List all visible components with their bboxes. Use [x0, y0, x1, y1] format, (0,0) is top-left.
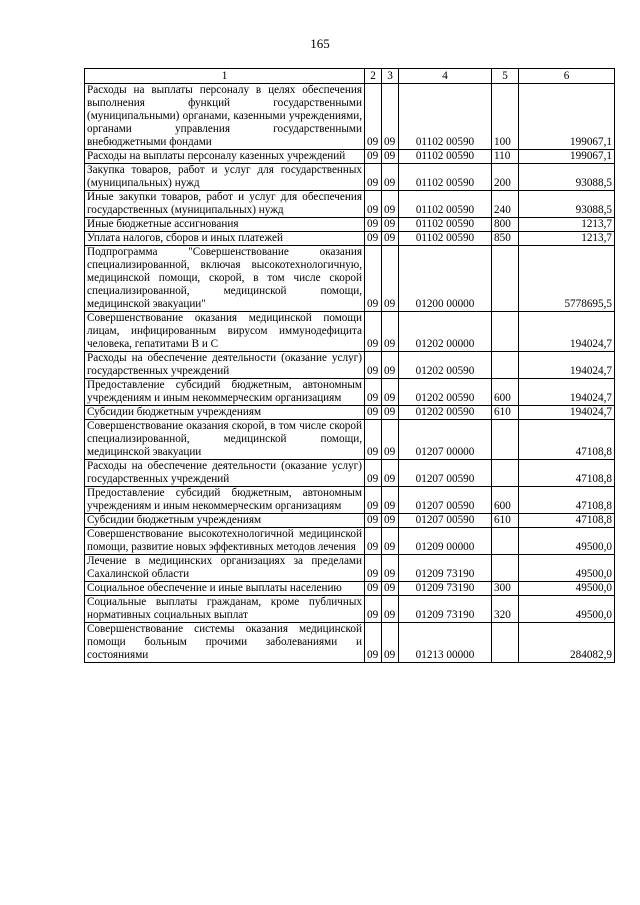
- column-header: 3: [382, 69, 399, 84]
- row-expense-type-cell: 600: [492, 487, 519, 514]
- row-section-cell: 09: [365, 84, 382, 150]
- row-section-cell: 09: [365, 150, 382, 164]
- table-row: [85, 164, 615, 191]
- row-section-cell: 09: [365, 487, 382, 514]
- table-row: [85, 514, 615, 528]
- row-amount-cell: 199067,1: [519, 150, 615, 164]
- row-expense-type-cell: 100: [492, 84, 519, 150]
- row-expense-type-cell: [492, 312, 519, 352]
- table-header-row: [85, 69, 615, 84]
- column-header: 5: [492, 69, 519, 84]
- row-amount-cell: 1213,7: [519, 218, 615, 232]
- row-name-cell: Совершенствование оказания скорой, в том числе скорой специализированной, медицинской помощи, медицинской эвакуации: [85, 420, 365, 460]
- table-row: [85, 582, 615, 596]
- row-subsection-cell: 09: [382, 420, 399, 460]
- row-target-article-cell: 01102 00590: [399, 191, 492, 218]
- column-header: 2: [365, 69, 382, 84]
- row-name-cell: Социальное обеспечение и иные выплаты населению: [85, 582, 365, 596]
- row-amount-cell: 93088,5: [519, 164, 615, 191]
- row-expense-type-cell: 850: [492, 232, 519, 246]
- page-number: 165: [310, 36, 330, 51]
- row-amount-cell: 284082,9: [519, 623, 615, 663]
- row-section-cell: 09: [365, 514, 382, 528]
- row-name-cell: Предоставление субсидий бюджетным, автономным учреждениям и иным некоммерческим организациям: [85, 379, 365, 406]
- row-section-cell: 09: [365, 232, 382, 246]
- row-name-cell: Расходы на обеспечение деятельности (оказание услуг) государственных учреждений: [85, 352, 365, 379]
- row-expense-type-cell: 110: [492, 150, 519, 164]
- row-name-cell: Совершенствование системы оказания медицинской помощи больным прочими заболеваниями и состояниями: [85, 623, 365, 663]
- row-subsection-cell: 09: [382, 487, 399, 514]
- row-target-article-cell: 01102 00590: [399, 150, 492, 164]
- row-section-cell: 09: [365, 406, 382, 420]
- row-subsection-cell: 09: [382, 514, 399, 528]
- row-amount-cell: 49500,0: [519, 555, 615, 582]
- row-expense-type-cell: [492, 528, 519, 555]
- row-expense-type-cell: [492, 555, 519, 582]
- row-section-cell: 09: [365, 218, 382, 232]
- table-row: [85, 596, 615, 623]
- row-target-article-cell: 01200 00000: [399, 246, 492, 312]
- row-subsection-cell: 09: [382, 232, 399, 246]
- row-name-cell: Предоставление субсидий бюджетным, автономным учреждениям и иным некоммерческим организациям: [85, 487, 365, 514]
- row-amount-cell: 47108,8: [519, 420, 615, 460]
- row-target-article-cell: 01202 00590: [399, 379, 492, 406]
- row-target-article-cell: 01102 00590: [399, 164, 492, 191]
- row-name-cell: Закупка товаров, работ и услуг для государственных (муниципальных) нужд: [85, 164, 365, 191]
- row-section-cell: 09: [365, 555, 382, 582]
- row-amount-cell: 47108,8: [519, 487, 615, 514]
- table-row: [85, 528, 615, 555]
- row-section-cell: 09: [365, 582, 382, 596]
- row-expense-type-cell: [492, 460, 519, 487]
- row-amount-cell: 49500,0: [519, 528, 615, 555]
- row-target-article-cell: 01102 00590: [399, 84, 492, 150]
- row-subsection-cell: 09: [382, 528, 399, 555]
- row-name-cell: Подпрограмма "Совершенствование оказания специализированной, включая высокотехнологичную, медицинской помощи, скорой, в том числе скорой специализированной, медицинской помощи, медицинской эвакуации": [85, 246, 365, 312]
- row-subsection-cell: 09: [382, 596, 399, 623]
- row-amount-cell: 47108,8: [519, 460, 615, 487]
- row-target-article-cell: 01213 00000: [399, 623, 492, 663]
- row-target-article-cell: 01207 00000: [399, 420, 492, 460]
- table-row: [85, 623, 615, 663]
- row-name-cell: Субсидии бюджетным учреждениям: [85, 514, 365, 528]
- table-row: [85, 460, 615, 487]
- row-expense-type-cell: 300: [492, 582, 519, 596]
- row-amount-cell: 194024,7: [519, 406, 615, 420]
- row-expense-type-cell: 800: [492, 218, 519, 232]
- table-row: [85, 406, 615, 420]
- table-row: [85, 84, 615, 150]
- row-target-article-cell: 01207 00590: [399, 514, 492, 528]
- row-target-article-cell: 01209 73190: [399, 582, 492, 596]
- row-expense-type-cell: [492, 623, 519, 663]
- row-subsection-cell: 09: [382, 555, 399, 582]
- table-row: [85, 312, 615, 352]
- row-target-article-cell: 01209 73190: [399, 596, 492, 623]
- row-section-cell: 09: [365, 246, 382, 312]
- row-amount-cell: 49500,0: [519, 582, 615, 596]
- row-subsection-cell: 09: [382, 246, 399, 312]
- row-section-cell: 09: [365, 460, 382, 487]
- row-amount-cell: 49500,0: [519, 596, 615, 623]
- row-subsection-cell: 09: [382, 84, 399, 150]
- row-name-cell: Совершенствование высокотехнологичной медицинской помощи, развитие новых эффективных методов лечения: [85, 528, 365, 555]
- row-section-cell: 09: [365, 379, 382, 406]
- row-section-cell: 09: [365, 164, 382, 191]
- row-amount-cell: 93088,5: [519, 191, 615, 218]
- row-subsection-cell: 09: [382, 406, 399, 420]
- row-amount-cell: 47108,8: [519, 514, 615, 528]
- table-row: [85, 191, 615, 218]
- row-subsection-cell: 09: [382, 218, 399, 232]
- row-expense-type-cell: 320: [492, 596, 519, 623]
- row-name-cell: Расходы на выплаты персоналу в целях обеспечения выполнения функций государственными (муниципальными) органами, казенными учреждениями, органами управления государственными внебюджетными фондами: [85, 84, 365, 150]
- table-row: [85, 150, 615, 164]
- table-row: [85, 218, 615, 232]
- row-amount-cell: 194024,7: [519, 379, 615, 406]
- table-row: [85, 487, 615, 514]
- row-amount-cell: 194024,7: [519, 312, 615, 352]
- row-name-cell: Иные закупки товаров, работ и услуг для обеспечения государственных (муниципальных) нужд: [85, 191, 365, 218]
- row-amount-cell: 199067,1: [519, 84, 615, 150]
- row-expense-type-cell: 610: [492, 514, 519, 528]
- table-row: [85, 232, 615, 246]
- row-target-article-cell: 01209 00000: [399, 528, 492, 555]
- table-row: [85, 246, 615, 312]
- row-section-cell: 09: [365, 623, 382, 663]
- row-subsection-cell: 09: [382, 460, 399, 487]
- column-header: 1: [85, 69, 365, 84]
- row-section-cell: 09: [365, 420, 382, 460]
- table-row: [85, 379, 615, 406]
- row-expense-type-cell: 600: [492, 379, 519, 406]
- row-subsection-cell: 09: [382, 352, 399, 379]
- row-target-article-cell: 01207 00590: [399, 487, 492, 514]
- row-target-article-cell: 01102 00590: [399, 218, 492, 232]
- budget-table: [84, 68, 615, 663]
- row-subsection-cell: 09: [382, 191, 399, 218]
- row-section-cell: 09: [365, 312, 382, 352]
- row-amount-cell: 194024,7: [519, 352, 615, 379]
- table-row: [85, 555, 615, 582]
- row-target-article-cell: 01209 73190: [399, 555, 492, 582]
- row-expense-type-cell: 240: [492, 191, 519, 218]
- row-name-cell: Уплата налогов, сборов и иных платежей: [85, 232, 365, 246]
- row-expense-type-cell: [492, 246, 519, 312]
- column-header: 4: [399, 69, 492, 84]
- row-subsection-cell: 09: [382, 379, 399, 406]
- column-header: 6: [519, 69, 615, 84]
- row-name-cell: Социальные выплаты гражданам, кроме публичных нормативных социальных выплат: [85, 596, 365, 623]
- row-expense-type-cell: 200: [492, 164, 519, 191]
- row-target-article-cell: 01202 00000: [399, 312, 492, 352]
- row-target-article-cell: 01202 00590: [399, 352, 492, 379]
- table-row: [85, 420, 615, 460]
- row-section-cell: 09: [365, 191, 382, 218]
- row-name-cell: Совершенствование оказания медицинской помощи лицам, инфицированным вирусом иммунодефицита человека, гепатитами В и С: [85, 312, 365, 352]
- row-target-article-cell: 01202 00590: [399, 406, 492, 420]
- row-amount-cell: 1213,7: [519, 232, 615, 246]
- row-name-cell: Расходы на выплаты персоналу казенных учреждений: [85, 150, 365, 164]
- row-subsection-cell: 09: [382, 164, 399, 191]
- row-name-cell: Субсидии бюджетным учреждениям: [85, 406, 365, 420]
- row-section-cell: 09: [365, 596, 382, 623]
- row-name-cell: Лечение в медицинских организациях за пределами Сахалинской области: [85, 555, 365, 582]
- row-name-cell: Иные бюджетные ассигнования: [85, 218, 365, 232]
- row-target-article-cell: 01207 00590: [399, 460, 492, 487]
- row-subsection-cell: 09: [382, 312, 399, 352]
- row-subsection-cell: 09: [382, 623, 399, 663]
- row-section-cell: 09: [365, 528, 382, 555]
- row-section-cell: 09: [365, 352, 382, 379]
- row-target-article-cell: 01102 00590: [399, 232, 492, 246]
- row-subsection-cell: 09: [382, 582, 399, 596]
- row-expense-type-cell: [492, 352, 519, 379]
- row-name-cell: Расходы на обеспечение деятельности (оказание услуг) государственных учреждений: [85, 460, 365, 487]
- row-subsection-cell: 09: [382, 150, 399, 164]
- row-amount-cell: 5778695,5: [519, 246, 615, 312]
- row-expense-type-cell: 610: [492, 406, 519, 420]
- row-expense-type-cell: [492, 420, 519, 460]
- table-row: [85, 352, 615, 379]
